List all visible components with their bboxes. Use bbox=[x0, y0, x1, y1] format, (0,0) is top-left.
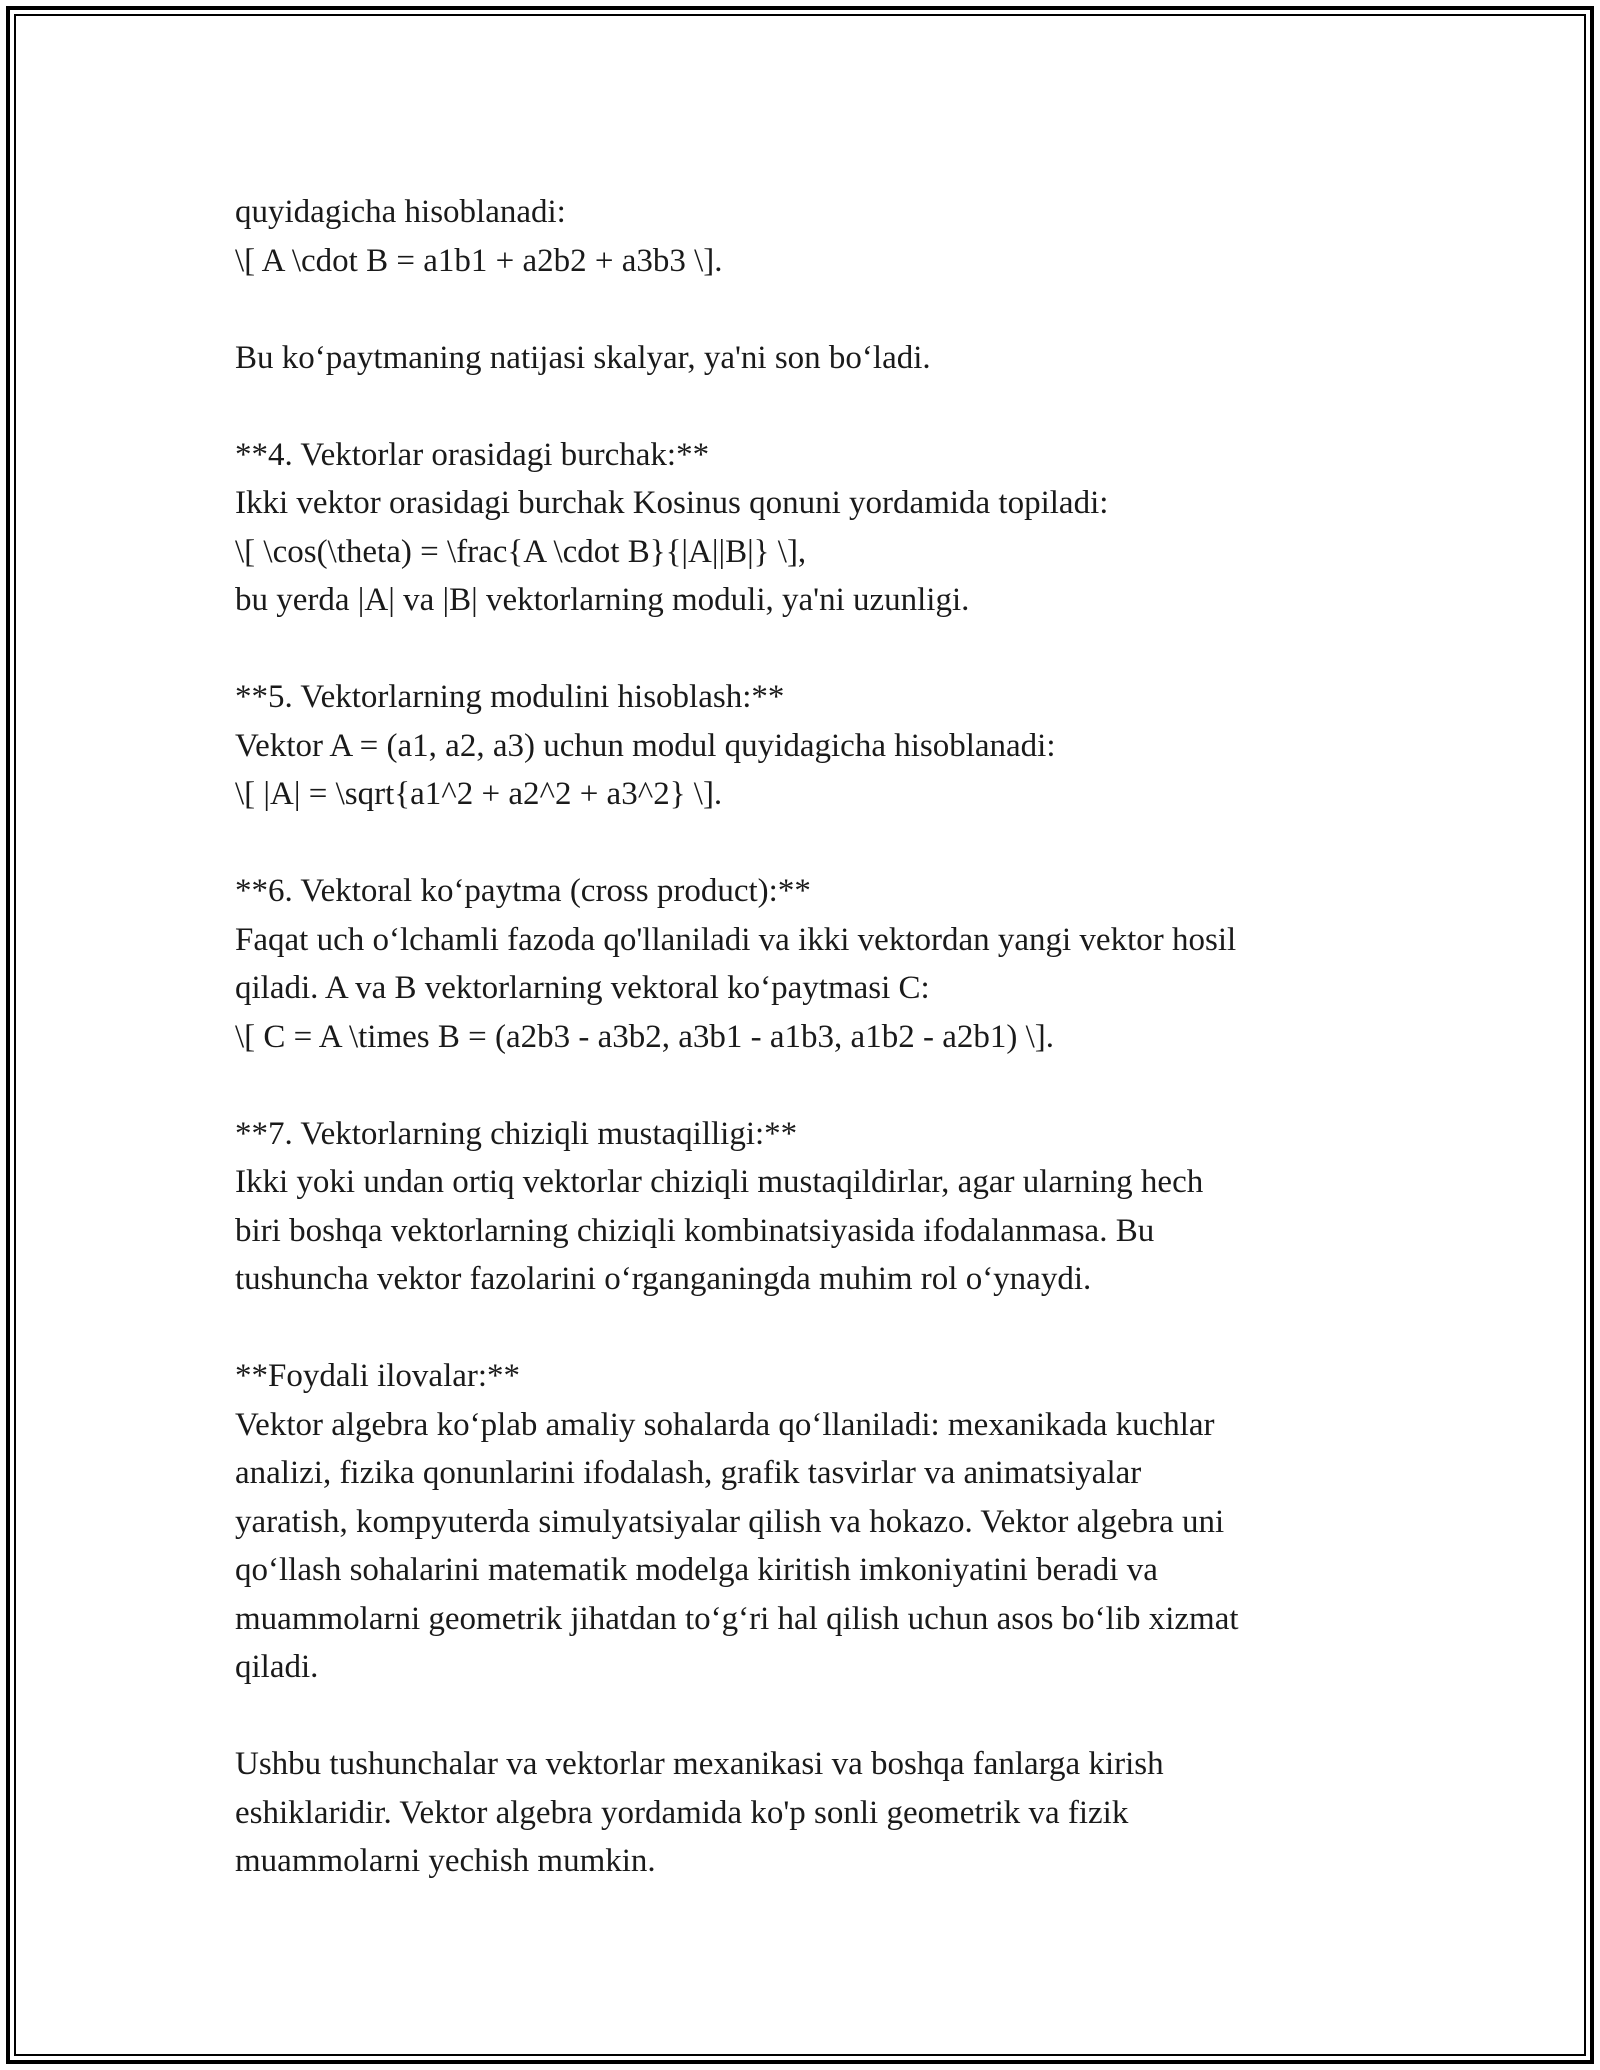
text-line: quyidagicha hisoblanadi: bbox=[235, 194, 566, 230]
blank-line bbox=[235, 285, 1365, 334]
text-line: Vektor algebra ko‘plab amaliy sohalarda qo‘llaniladi: mexanikada kuchlar bbox=[235, 1406, 1215, 1443]
text-line: **7. Vektorlarning chiziqli mustaqilligi:** bbox=[235, 1115, 798, 1152]
text-line: \[ A \cdot B = a1b1 + a2b2 + a3b3 \]. bbox=[235, 242, 723, 279]
text-line: \[ C = A \times B = (a2b3 - a3b2, a3b1 - a1b3, a1b2 - a2b1) \]. bbox=[235, 1018, 1054, 1055]
text-line: \[ \cos(\theta) = \frac{A \cdot B}{|A||B|} \], bbox=[235, 533, 807, 570]
text-line: Ikki vektor orasidagi burchak Kosinus qonuni yordamida topiladi: bbox=[235, 485, 1109, 521]
text-line: yaratish, kompyuterda simulyatsiyalar qilish va hokazo. Vektor algebra uni bbox=[235, 1503, 1225, 1540]
text-line: analizi, fizika qonunlarini ifodalash, grafik tasvirlar va animatsiyalar bbox=[235, 1455, 1142, 1491]
blank-line bbox=[235, 1692, 1365, 1741]
text-line: muammolarni geometrik jihatdan to‘g‘ri hal qilish uchun asos bo‘lib xizmat bbox=[235, 1600, 1239, 1637]
text-line: biri boshqa vektorlarning chiziqli kombinatsiyasida ifodalanmasa. Bu bbox=[235, 1212, 1155, 1249]
text-line: qiladi. bbox=[235, 1649, 319, 1685]
text-line: **5. Vektorlarning modulini hisoblash:** bbox=[235, 679, 785, 715]
text-line: **Foydali ilovalar:** bbox=[235, 1358, 521, 1394]
text-line: Bu ko‘paytmaning natijasi skalyar, ya'ni son bo‘ladi. bbox=[235, 339, 931, 376]
blank-line bbox=[235, 1304, 1365, 1353]
document-body bbox=[235, 188, 1365, 1886]
blank-line bbox=[235, 625, 1365, 674]
text-line: bu yerda |A| va |B| vektorlarning moduli, ya'ni uzunligi. bbox=[235, 582, 970, 618]
text-line: tushuncha vektor fazolarini o‘rganganingda muhim rol o‘ynaydi. bbox=[235, 1261, 1092, 1297]
text-line: **6. Vektoral ko‘paytma (cross product):** bbox=[235, 873, 811, 909]
text-line: eshiklaridir. Vektor algebra yordamida ko'p sonli geometrik va fizik bbox=[235, 1794, 1129, 1831]
text-line: **4. Vektorlar orasidagi burchak:** bbox=[235, 436, 710, 473]
blank-line bbox=[235, 819, 1365, 868]
text-line: Vektor A = (a1, a2, a3) uchun modul quyidagicha hisoblanadi: bbox=[235, 727, 1056, 764]
text-line: muammolarni yechish mumkin. bbox=[235, 1843, 656, 1879]
text-line: Faqat uch o‘lchamli fazoda qo'llaniladi va ikki vektordan yangi vektor hosil bbox=[235, 921, 1237, 958]
text-line: Ikki yoki undan ortiq vektorlar chiziqli mustaqildirlar, agar ularning hech bbox=[235, 1164, 1204, 1200]
blank-line bbox=[235, 1061, 1365, 1110]
text-line: qiladi. A va B vektorlarning vektoral ko‘paytmasi C: bbox=[235, 970, 930, 1006]
text-line: Ushbu tushunchalar va vektorlar mexanikasi va boshqa fanlarga kirish bbox=[235, 1746, 1164, 1782]
text-line: \[ |A| = \sqrt{a1^2 + a2^2 + a3^2} \]. bbox=[235, 776, 723, 812]
text-line: qo‘llash sohalarini matematik modelga kiritish imkoniyatini beradi va bbox=[235, 1552, 1158, 1588]
blank-line bbox=[235, 382, 1365, 431]
